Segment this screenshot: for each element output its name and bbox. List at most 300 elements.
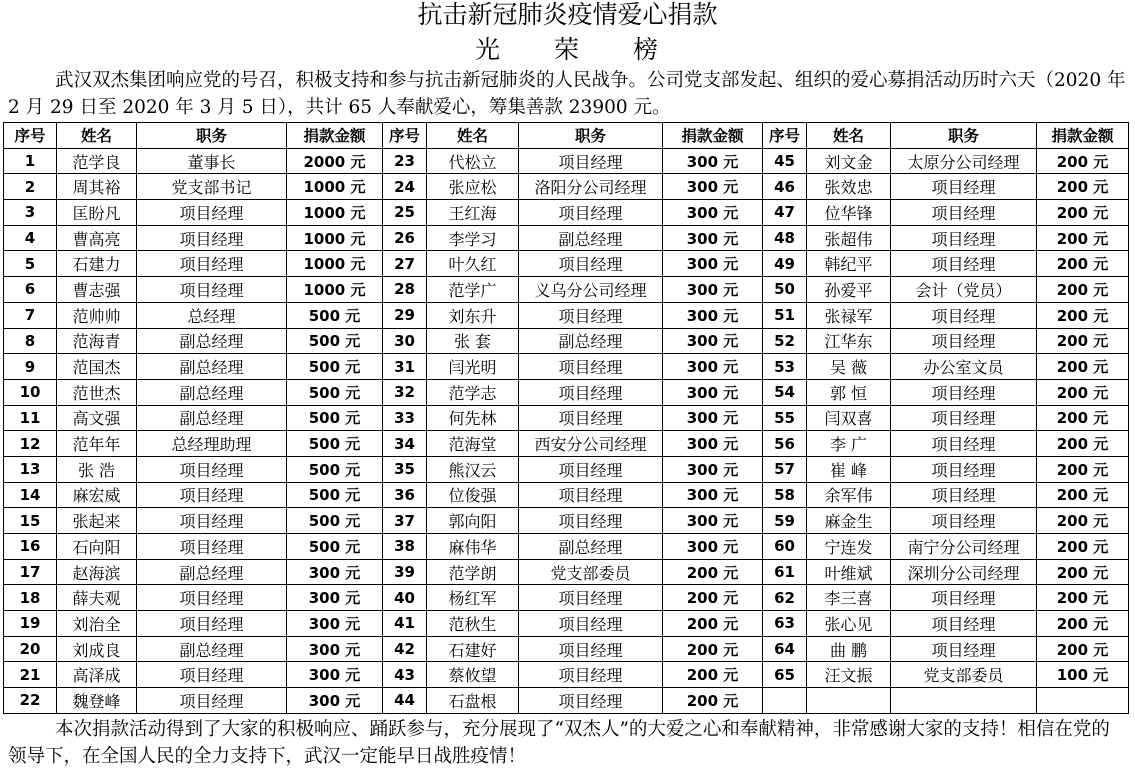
donor-role: 项目经理 [137, 277, 287, 303]
donor-role: 项目经理 [891, 379, 1037, 405]
donor-amount: 2000 元 [287, 148, 383, 174]
donor-role: 副总经理 [519, 225, 663, 251]
donor-index: 36 [383, 482, 427, 508]
table-row [4, 559, 1129, 585]
donor-role: 项目经理 [891, 174, 1037, 200]
donor-index: 31 [383, 354, 427, 380]
donor-role: 项目经理 [137, 200, 287, 226]
donor-role: 副总经理 [137, 405, 287, 431]
donor-index: 18 [4, 585, 57, 611]
donor-name: 石建力 [57, 251, 137, 277]
donor-index: 11 [4, 405, 57, 431]
donor-name: 曹高亮 [57, 225, 137, 251]
donor-role: 项目经理 [519, 405, 663, 431]
header-role: 职务 [891, 123, 1037, 149]
donor-name: 张效忠 [807, 174, 891, 200]
donor-amount: 500 元 [287, 508, 383, 534]
donor-name: 张起来 [57, 508, 137, 534]
table-row [4, 328, 1129, 354]
table-header-row [4, 123, 1129, 149]
donor-index: 2 [4, 174, 57, 200]
donor-name: 闫双喜 [807, 405, 891, 431]
donor-role: 会计（党员） [891, 277, 1037, 303]
donor-role: 项目经理 [891, 508, 1037, 534]
donor-amount: 200 元 [1037, 482, 1129, 508]
donor-amount: 200 元 [663, 559, 763, 585]
donor-role: 项目经理 [891, 302, 1037, 328]
donor-amount: 300 元 [287, 559, 383, 585]
donor-name: 汪文振 [807, 662, 891, 688]
donor-amount: 300 元 [663, 200, 763, 226]
donor-index: 55 [763, 405, 807, 431]
donor-index: 39 [383, 559, 427, 585]
donor-amount: 200 元 [1037, 534, 1129, 560]
donor-index: 37 [383, 508, 427, 534]
donor-amount: 200 元 [663, 611, 763, 637]
donor-index: 22 [4, 688, 57, 714]
donor-amount: 300 元 [663, 328, 763, 354]
donor-index: 9 [4, 354, 57, 380]
donor-role: 副总经理 [137, 379, 287, 405]
closing-paragraph: 本次捐款活动得到了大家的积极响应、踊跃参与，充分展现了“双杰人”的大爱之心和奉献精神，非常感谢大家的支持！相信在党的领导下，在全国人民的全力支持下，武汉一定能早日战胜疫情！ [8, 719, 1110, 767]
donor-role: 项目经理 [891, 636, 1037, 662]
donor-role: 项目经理 [519, 585, 663, 611]
donor-amount: 300 元 [287, 636, 383, 662]
donor-name: 刘东升 [427, 302, 519, 328]
donor-index: 40 [383, 585, 427, 611]
donor-index: 7 [4, 302, 57, 328]
donor-index: 47 [763, 200, 807, 226]
donor-index: 6 [4, 277, 57, 303]
donor-name: 郭向阳 [427, 508, 519, 534]
donor-name: 崔 峰 [807, 456, 891, 482]
donor-role: 项目经理 [137, 611, 287, 637]
header-amount: 捐款金额 [663, 123, 763, 149]
donor-role: 项目经理 [137, 508, 287, 534]
donor-amount: 500 元 [287, 456, 383, 482]
empty-cell [891, 688, 1037, 714]
empty-cell [807, 688, 891, 714]
donor-name: 韩纪平 [807, 251, 891, 277]
donor-name: 余军伟 [807, 482, 891, 508]
donor-name: 李学习 [427, 225, 519, 251]
donor-role: 党支部委员 [519, 559, 663, 585]
donor-role: 项目经理 [137, 456, 287, 482]
table-row [4, 636, 1129, 662]
donor-role: 项目经理 [137, 688, 287, 714]
donor-index: 62 [763, 585, 807, 611]
document-title: 抗击新冠肺炎疫情爱心捐款 [417, 0, 718, 29]
donor-name: 刘治全 [57, 611, 137, 637]
donor-index: 64 [763, 636, 807, 662]
donor-name: 孙爱平 [807, 277, 891, 303]
donor-index: 10 [4, 379, 57, 405]
donor-amount: 300 元 [663, 456, 763, 482]
table-row [4, 251, 1129, 277]
table-row [4, 534, 1129, 560]
donor-index: 19 [4, 611, 57, 637]
donor-role: 项目经理 [137, 251, 287, 277]
donor-index: 20 [4, 636, 57, 662]
donor-amount: 1000 元 [287, 200, 383, 226]
donor-amount: 200 元 [1037, 354, 1129, 380]
donor-name: 范世杰 [57, 379, 137, 405]
table-row [4, 200, 1129, 226]
donor-amount: 300 元 [663, 508, 763, 534]
donor-amount: 1000 元 [287, 225, 383, 251]
donor-amount: 1000 元 [287, 174, 383, 200]
donor-name: 何先林 [427, 405, 519, 431]
donor-role: 董事长 [137, 148, 287, 174]
donor-role: 副总经理 [137, 559, 287, 585]
donor-index: 12 [4, 431, 57, 457]
donor-amount: 500 元 [287, 482, 383, 508]
donor-amount: 500 元 [287, 354, 383, 380]
donor-name: 范帅帅 [57, 302, 137, 328]
donor-name: 高泽成 [57, 662, 137, 688]
donor-name: 李 广 [807, 431, 891, 457]
donor-name: 杨红军 [427, 585, 519, 611]
donor-amount: 500 元 [287, 328, 383, 354]
donor-index: 48 [763, 225, 807, 251]
donor-name: 吴 薇 [807, 354, 891, 380]
donor-index: 42 [383, 636, 427, 662]
donor-amount: 200 元 [1037, 636, 1129, 662]
empty-cell [1037, 688, 1129, 714]
donor-name: 张 浩 [57, 456, 137, 482]
header-name: 姓名 [57, 123, 137, 149]
donor-index: 54 [763, 379, 807, 405]
table-row [4, 405, 1129, 431]
donor-role: 总经理助理 [137, 431, 287, 457]
donor-name: 宁连发 [807, 534, 891, 560]
header-name: 姓名 [807, 123, 891, 149]
donor-index: 45 [763, 148, 807, 174]
donor-name: 赵海滨 [57, 559, 137, 585]
table-row [4, 277, 1129, 303]
donor-role: 项目经理 [891, 431, 1037, 457]
donor-index: 63 [763, 611, 807, 637]
donor-index: 15 [4, 508, 57, 534]
donor-name: 范学志 [427, 379, 519, 405]
donor-role: 副总经理 [519, 534, 663, 560]
donor-role: 项目经理 [137, 585, 287, 611]
donor-index: 27 [383, 251, 427, 277]
table-row [4, 302, 1129, 328]
donor-amount: 300 元 [663, 354, 763, 380]
donor-name: 魏登峰 [57, 688, 137, 714]
donor-role: 项目经理 [519, 636, 663, 662]
donor-index: 30 [383, 328, 427, 354]
donor-role: 项目经理 [891, 405, 1037, 431]
donor-index: 44 [383, 688, 427, 714]
header-index: 序号 [383, 123, 427, 149]
table-row [4, 456, 1129, 482]
donor-index: 60 [763, 534, 807, 560]
donor-amount: 200 元 [1037, 405, 1129, 431]
donor-name: 张心见 [807, 611, 891, 637]
donor-amount: 300 元 [663, 431, 763, 457]
table-row [4, 482, 1129, 508]
donor-name: 刘文金 [807, 148, 891, 174]
donor-name: 位华锋 [807, 200, 891, 226]
donor-amount: 200 元 [1037, 559, 1129, 585]
donor-role: 项目经理 [519, 662, 663, 688]
donor-name: 张 套 [427, 328, 519, 354]
donor-amount: 300 元 [287, 611, 383, 637]
donor-amount: 300 元 [663, 379, 763, 405]
header-name: 姓名 [427, 123, 519, 149]
donor-name: 周其裕 [57, 174, 137, 200]
donor-amount: 300 元 [663, 174, 763, 200]
donor-name: 王红海 [427, 200, 519, 226]
donor-role: 项目经理 [891, 225, 1037, 251]
donor-name: 刘成良 [57, 636, 137, 662]
table-row [4, 379, 1129, 405]
donor-role: 义乌分公司经理 [519, 277, 663, 303]
donor-name: 张超伟 [807, 225, 891, 251]
donor-amount: 200 元 [663, 636, 763, 662]
donor-amount: 1000 元 [287, 251, 383, 277]
donor-index: 34 [383, 431, 427, 457]
donor-index: 16 [4, 534, 57, 560]
donor-amount: 200 元 [1037, 508, 1129, 534]
header-amount: 捐款金额 [1037, 123, 1129, 149]
donor-role: 项目经理 [137, 662, 287, 688]
donor-amount: 200 元 [1037, 251, 1129, 277]
donor-name: 范年年 [57, 431, 137, 457]
donor-role: 项目经理 [519, 251, 663, 277]
donor-role: 党支部委员 [891, 662, 1037, 688]
donor-amount: 200 元 [1037, 431, 1129, 457]
donor-name: 匡盼凡 [57, 200, 137, 226]
donor-index: 32 [383, 379, 427, 405]
donor-amount: 300 元 [663, 482, 763, 508]
donor-amount: 200 元 [1037, 611, 1129, 637]
table-row [4, 225, 1129, 251]
donor-role: 项目经理 [519, 200, 663, 226]
header-amount: 捐款金额 [287, 123, 383, 149]
donor-amount: 200 元 [1037, 328, 1129, 354]
donor-amount: 300 元 [663, 534, 763, 560]
donor-role: 项目经理 [891, 611, 1037, 637]
donor-role: 项目经理 [891, 456, 1037, 482]
donor-amount: 500 元 [287, 534, 383, 560]
donor-role: 办公室文员 [891, 354, 1037, 380]
donor-role: 副总经理 [137, 328, 287, 354]
donor-index: 52 [763, 328, 807, 354]
table-row [4, 585, 1129, 611]
donor-amount: 200 元 [663, 688, 763, 714]
donor-name: 江华东 [807, 328, 891, 354]
donor-name: 范学良 [57, 148, 137, 174]
donor-index: 46 [763, 174, 807, 200]
header-role: 职务 [137, 123, 287, 149]
donor-role: 项目经理 [891, 200, 1037, 226]
donor-amount: 200 元 [663, 662, 763, 688]
donor-index: 25 [383, 200, 427, 226]
donor-name: 代松立 [427, 148, 519, 174]
donor-name: 范国杰 [57, 354, 137, 380]
donor-name: 薛夫观 [57, 585, 137, 611]
donor-index: 8 [4, 328, 57, 354]
donor-amount: 200 元 [1037, 302, 1129, 328]
donor-role: 太原分公司经理 [891, 148, 1037, 174]
donor-role: 南宁分公司经理 [891, 534, 1037, 560]
empty-cell [763, 688, 807, 714]
donor-name: 麻金生 [807, 508, 891, 534]
donor-index: 43 [383, 662, 427, 688]
donor-index: 59 [763, 508, 807, 534]
donor-role: 项目经理 [519, 482, 663, 508]
table-row [4, 611, 1129, 637]
donor-amount: 1000 元 [287, 277, 383, 303]
subtitle-char: 光 [474, 35, 502, 64]
donor-amount: 200 元 [1037, 277, 1129, 303]
donor-name: 范学朗 [427, 559, 519, 585]
donor-index: 26 [383, 225, 427, 251]
table-row [4, 688, 1129, 714]
subtitle-char: 荣 [553, 35, 581, 64]
donor-name: 范学广 [427, 277, 519, 303]
donor-amount: 300 元 [663, 405, 763, 431]
donor-index: 35 [383, 456, 427, 482]
donor-index: 38 [383, 534, 427, 560]
donor-name: 张禄军 [807, 302, 891, 328]
donor-index: 4 [4, 225, 57, 251]
donor-index: 5 [4, 251, 57, 277]
donor-amount: 200 元 [1037, 225, 1129, 251]
donor-index: 17 [4, 559, 57, 585]
donor-role: 项目经理 [891, 482, 1037, 508]
donor-name: 高文强 [57, 405, 137, 431]
donor-role: 项目经理 [891, 585, 1037, 611]
donor-amount: 200 元 [1037, 585, 1129, 611]
donor-index: 57 [763, 456, 807, 482]
donor-role: 深圳分公司经理 [891, 559, 1037, 585]
donor-amount: 300 元 [287, 585, 383, 611]
donor-role: 项目经理 [137, 534, 287, 560]
donor-index: 41 [383, 611, 427, 637]
donor-index: 58 [763, 482, 807, 508]
donor-index: 28 [383, 277, 427, 303]
donor-amount: 300 元 [663, 251, 763, 277]
donor-role: 副总经理 [137, 636, 287, 662]
donor-amount: 200 元 [1037, 174, 1129, 200]
donor-name: 石建好 [427, 636, 519, 662]
donor-role: 项目经理 [519, 508, 663, 534]
donor-role: 洛阳分公司经理 [519, 174, 663, 200]
donor-amount: 100 元 [1037, 662, 1129, 688]
donor-name: 熊汉云 [427, 456, 519, 482]
donor-index: 29 [383, 302, 427, 328]
donor-name: 范海堂 [427, 431, 519, 457]
donor-amount: 500 元 [287, 431, 383, 457]
donor-name: 曲 鹏 [807, 636, 891, 662]
donor-role: 项目经理 [137, 482, 287, 508]
donor-amount: 200 元 [1037, 200, 1129, 226]
donor-role: 党支部书记 [137, 174, 287, 200]
donor-amount: 300 元 [663, 277, 763, 303]
donor-role: 项目经理 [519, 302, 663, 328]
donor-name: 叶久红 [427, 251, 519, 277]
donor-name: 麻伟华 [427, 534, 519, 560]
table-row [4, 354, 1129, 380]
donor-index: 53 [763, 354, 807, 380]
donor-name: 李三喜 [807, 585, 891, 611]
donor-index: 51 [763, 302, 807, 328]
donor-index: 50 [763, 277, 807, 303]
donor-index: 21 [4, 662, 57, 688]
donor-amount: 300 元 [287, 688, 383, 714]
table-row [4, 431, 1129, 457]
donor-amount: 500 元 [287, 405, 383, 431]
donor-name: 闫光明 [427, 354, 519, 380]
donor-name: 范海青 [57, 328, 137, 354]
donor-name: 蔡攸望 [427, 662, 519, 688]
donor-index: 24 [383, 174, 427, 200]
table-row [4, 508, 1129, 534]
donor-role: 项目经理 [519, 354, 663, 380]
donor-amount: 200 元 [663, 585, 763, 611]
donor-role: 副总经理 [519, 328, 663, 354]
donor-amount: 300 元 [663, 225, 763, 251]
donor-name: 曹志强 [57, 277, 137, 303]
table-row [4, 662, 1129, 688]
donor-role: 项目经理 [519, 148, 663, 174]
donor-index: 13 [4, 456, 57, 482]
donor-index: 3 [4, 200, 57, 226]
donor-name: 麻宏威 [57, 482, 137, 508]
document-subtitle [0, 34, 1135, 66]
donor-table [3, 122, 1129, 714]
donor-amount: 200 元 [1037, 148, 1129, 174]
donor-role: 项目经理 [891, 328, 1037, 354]
donor-amount: 500 元 [287, 379, 383, 405]
donor-amount: 300 元 [663, 302, 763, 328]
table-row [4, 148, 1129, 174]
donor-role: 项目经理 [137, 225, 287, 251]
donor-amount: 200 元 [1037, 456, 1129, 482]
donor-index: 49 [763, 251, 807, 277]
donor-role: 项目经理 [519, 379, 663, 405]
donor-role: 项目经理 [519, 456, 663, 482]
donor-role: 总经理 [137, 302, 287, 328]
donor-amount: 500 元 [287, 302, 383, 328]
donor-name: 范秋生 [427, 611, 519, 637]
donor-name: 石向阳 [57, 534, 137, 560]
donor-name: 郭 恒 [807, 379, 891, 405]
donor-name: 张应松 [427, 174, 519, 200]
donor-index: 23 [383, 148, 427, 174]
header-index: 序号 [4, 123, 57, 149]
donor-name: 位俊强 [427, 482, 519, 508]
table-row [4, 174, 1129, 200]
donor-index: 61 [763, 559, 807, 585]
donor-index: 1 [4, 148, 57, 174]
donor-role: 项目经理 [519, 611, 663, 637]
donor-role: 西安分公司经理 [519, 431, 663, 457]
donor-index: 65 [763, 662, 807, 688]
donor-role: 项目经理 [891, 251, 1037, 277]
header-role: 职务 [519, 123, 663, 149]
donor-table-body [4, 148, 1129, 713]
donor-index: 14 [4, 482, 57, 508]
donor-index: 33 [383, 405, 427, 431]
header-index: 序号 [763, 123, 807, 149]
donor-index: 56 [763, 431, 807, 457]
donor-name: 叶维斌 [807, 559, 891, 585]
